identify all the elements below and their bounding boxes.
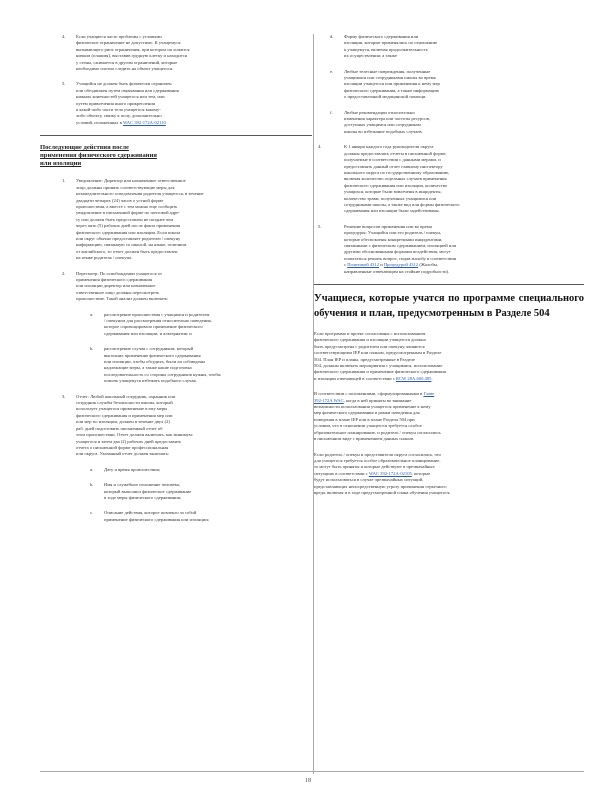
sub-list-item [314,110,584,136]
rcw-link[interactable]: RCW 28A.600.485 [395,375,432,381]
section-rule [40,135,312,136]
item-text: Описание действия, которое повлекло за собой применение физического сдерживания или изоляции; [104,510,210,522]
item-text: Отчет: Любой школьный сотрудник, охранник или сотрудник службы безопасности школы, который использует учащегося применение в ему меры физического сдерживания и применения мер или или мер по изоляции, должен в течение двух (2) раб. дней подготовить письменный отчет об этом происшествии. Отчет должен включать, как минимум: учащегося и затем два (2) рабочих дней предоставить отчета о письменной форме профессиональная или округа. Указанный отчет должен включать: [76,393,194,457]
list-item [314,224,584,275]
item-text: Форму физического сдерживания или изоляции, которые применялись по отношению к учащемуся, включая продолжительность их осуществления; а также [344,34,438,59]
paragraph-tail: , которые будут использоваться в случае чрезвычайных ситуаций, представляющих непосредственную угрозу причинения серьезного вреда, включая и в ходе предусмотренной плана обучения учащегося. [314,470,451,495]
paragraph-tail: . [431,375,433,381]
sub-list-item [314,69,584,101]
item-text: Любые телесные повреждения, полученные учащимися или сотрудниками школы во время изоляции учащегося или применения к нему мер физического сдерживания, а также информацию о предоставленной медицинской помощи. [344,68,440,100]
item-tail: (Жалобы, направленные отвечающим на стойкие подробности). [344,262,450,274]
item-number: 3. [62,393,66,399]
paragraph-text: В соответствии с положениями, сформулированными в [314,391,424,397]
list-item [40,394,312,458]
sub-list-item [40,510,312,523]
paragraph-tail: , когда в ней приняты во внимание возможности использования учащегося применение к нему мер физического сдерживания и рамки поведения для поведения в плане IEP или в плане Раздела 504 при условии, что в отношении учащегося требуется особое образовательное планирование, и родитель / опекун согласились в письменном виде с применением данных планов. [314,397,441,442]
item-text: Если учащиеся часто проблемы с угловыми физическое ограничение не допустимо. К учащемуся вызывающего риск ограничения, при котором он ложится ничком (плашмя), выставив грудную клетку и находится у стены, сжимается в другим ограничений, которые необходимо плотно следить на объект учащегося. [76,34,190,72]
wac-chapter-link[interactable]: Главе 392-172A WAC [314,391,435,403]
item-text: рассмотрение случая с сотрудником, который выполнил применение физического сдерживания или изоляции, чтобы обсудить, были ли соблюдены надлежащие меры, а также какие подготовка последовательность со стороны сотрудников нужны, чтобы помочь учащемуся избежать подобного случая. [104,346,221,384]
list-item [40,271,312,303]
item-letter: b. [90,482,94,488]
item-letter: a. [90,466,94,472]
item-letter: b. [90,346,94,352]
footer-rule [40,771,584,772]
item-letter: c. [90,510,94,516]
paragraph [314,331,584,382]
item-letter: f. [330,109,333,115]
sub-list-item [40,312,312,338]
sub-list-item [314,34,584,60]
item-letter: e. [330,68,334,74]
item-number: 5. [318,223,322,229]
paragraph [314,391,584,442]
paragraph [314,452,584,497]
sub-list-item [40,346,312,384]
wac-link[interactable]: WAC 392-172A-02110 [122,119,166,125]
item-number: 5. [62,81,66,87]
item-number: 4. [62,34,66,39]
section-heading: Последующие действия после применения физического сдерживания или изоляции [40,144,157,168]
paragraph-text: Если программа и проект согласованы с использованием физического сдерживания и изоляции учащегося должна быть предусмотрена с родителем или опекуну, являются соответствующими IEP или планом, предусмотренным в Разделе 504. План IEP и планы, предусмотренные в Разделе 504, должны включать мероприятия с учащимися, использование физического сдерживания и применение физического сдерживания и изоляции отвечающей в соответствии с [314,331,446,381]
item-letter: a. [90,311,94,317]
section-rule [314,284,584,285]
policy-link[interactable]: Политикой 4312 [347,262,380,268]
item-text: Любые рекомендации относительно изменения характера или частоты ресурсов, доступных учащимся или сотрудникам школы во избежание подобных случаев. [344,109,430,134]
sub-list-item [40,482,312,501]
list-item [314,144,584,214]
page-number: 18 [305,778,311,784]
paragraph-text: Если родитель / опекун и представители округа согласились, что для учащегося требуется особое образовательное планирование, то могут быть приняты и которые действуют в чрезвычайных ситуациях в соответствии с [314,451,441,476]
item-text: Решение вопросов применения или во время процедуры: Учащийся или его родитель / опекун, которые обеспокоены конкретными инцидентами, связанными с физическим сдерживанием, изоляцией или другими обоснованными формами воздействия, могут попытаться решить вопрос, подав жалобу в соответствии с [344,223,457,268]
section-heading: Учащиеся, которые учатся по программе специального обучения и план, предусмотренным в Разделе 504 [314,293,584,319]
item-letter: d. [330,34,334,39]
item-number: 2. [62,270,66,276]
right-column [314,34,584,505]
left-column [40,34,312,532]
list-item [40,34,312,72]
list-item [40,81,312,126]
item-text: Учащийся не должен быть физически ограничен или обездвижен путем связывания или сдерживания нижних конечностей учащегося или тем, или путем привлечения иного прикрепления к какой-либо части тела учащегося какому- либо объекту, связку к полу, дополнительно условий, изложенных в [76,81,179,125]
item-text: Имя и служебное положение человека, который выполнил физическое сдерживание в ходе меры физического сдерживания; [104,482,192,500]
item-text: К 1 января каждого года руководители округа должны предоставлять отчеты в письменной форме, получаемые в соответствии с данными мерами, и предоставлять данный отчет главному инспектору школьного округа по государственному образованию, включая количество отдельных случаев применения физического сдерживания или изоляции, количество учащихся, которые были вовлечены в инциденты, количество травм, полученных учащимися или сотрудниками школы, а также вид или формы физического сдерживания или изоляции были задействованы. [344,144,460,214]
item-text: рассмотрение происшествия с учащимся и родителем / опекуном для рассмотрения относительно поведения, которое спровоцировало применение физического сдерживания или изоляции, и альтернатив; и [104,311,212,336]
wac-link[interactable]: WAC 392-172A-02105 [368,470,412,476]
list-item [40,178,312,261]
item-number: 4. [318,144,322,150]
item-text: Пересмотр: По освобождении учащегося от применения физического сдерживания или изоляции директор или назначенное ответственное лицо должны пересмотреть происшествие. Такой анализ должен включать: [76,270,169,302]
link-connector: и [379,262,384,268]
sub-list-item [40,467,312,473]
item-text: Дату и время происшествия; [104,466,161,472]
item-text: Уведомление: Директор или назначенное ответственное лицо должны принять соответствующие меры для незамедлительного осведомления родителя учащегося, в течение двадцати четырех (24) часов о устной форме происшествия, а вместе с тем можно еще сообщить увидомление в письменной форме по почтовой адре- су или должен быть предоставлен не позднее чем через пять (5) рабочих дней после факта применения физического сдерживания или изоляции. Если школа или округ обычно предоставляет родителю / опекуну информацию, связанную со школой, на языке, отличном от английского, то отчет должен быть предоставлен на языке родителя / опекуна. [76,178,204,261]
item-number: 1. [62,178,66,184]
procedure-link[interactable]: Процедурой 4312 [383,262,419,268]
